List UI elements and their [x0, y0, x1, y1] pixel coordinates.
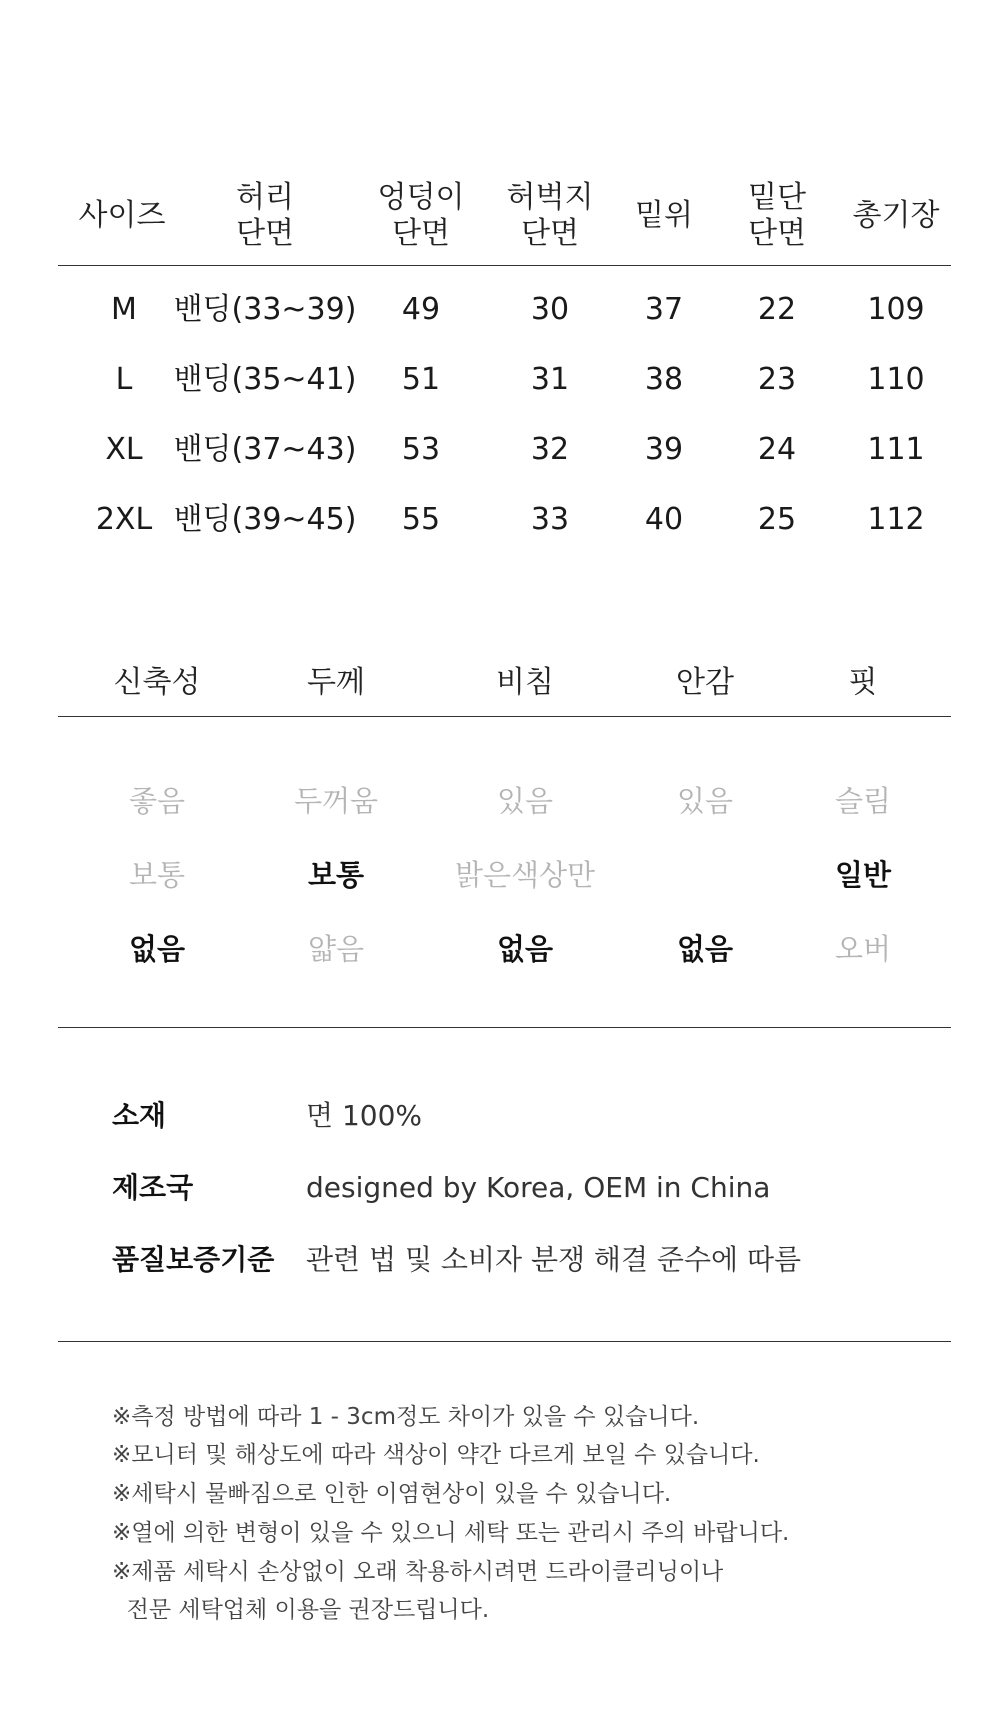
- table-row-cell: 39: [644, 432, 684, 467]
- table-row-cell: 밴딩(35~41): [173, 362, 357, 397]
- table-row-cell: 55: [401, 502, 441, 537]
- table-row-cell: 40: [644, 502, 684, 537]
- table-row-cell: 38: [644, 362, 684, 397]
- table-row-cell: 밴딩(33~39): [173, 292, 357, 327]
- material-value: 면 100%: [306, 1099, 422, 1132]
- table-row-cell: 22: [757, 292, 797, 327]
- attr-header-sheerness: 비침: [496, 665, 554, 700]
- attribute-table-divider: [58, 716, 951, 717]
- table-row-cell: M: [111, 292, 137, 327]
- attr-option-selected: 없음: [128, 932, 186, 966]
- attr-header-fit: 핏: [848, 665, 878, 700]
- size-table-divider: [58, 265, 951, 266]
- attr-option-selected: 없음: [676, 932, 734, 966]
- table-row-cell: 37: [644, 292, 684, 327]
- table-row-cell: 31: [530, 362, 570, 397]
- attr-option: 밝은색상만: [454, 858, 596, 892]
- size-header-rise: 밑위: [635, 198, 693, 233]
- table-row-cell: 밴딩(39~45): [173, 502, 357, 537]
- table-row-cell: 109: [867, 292, 925, 327]
- attr-header-thickness: 두께: [307, 665, 365, 700]
- note-line: 전문 세탁업체 이용을 권장드립니다.: [112, 1597, 490, 1623]
- table-row-cell: 30: [530, 292, 570, 327]
- attr-option: 슬림: [834, 784, 892, 818]
- attr-option: 있음: [676, 784, 734, 818]
- attr-option: 두꺼움: [293, 784, 379, 818]
- table-row-cell: 53: [401, 432, 441, 467]
- table-row-cell: 111: [867, 432, 925, 467]
- table-row-cell: 33: [530, 502, 570, 537]
- table-row-cell: 24: [757, 432, 797, 467]
- attr-option-selected: 없음: [496, 932, 554, 966]
- table-row-cell: 49: [401, 292, 441, 327]
- note-line: ※제품 세탁시 손상없이 오래 착용하시려면 드라이클리닝이나: [112, 1559, 724, 1585]
- table-row-cell: 23: [757, 362, 797, 397]
- table-row-cell: L: [115, 362, 133, 397]
- material-label: 소재: [112, 1099, 167, 1132]
- attr-header-stretch: 신축성: [113, 665, 201, 700]
- attribute-bottom-divider: [58, 1027, 951, 1028]
- note-line: ※측정 방법에 따라 1 - 3cm정도 차이가 있을 수 있습니다.: [112, 1404, 700, 1430]
- table-row-cell: 밴딩(37~43): [173, 432, 357, 467]
- table-row-cell: 110: [867, 362, 925, 397]
- attr-option: 보통: [128, 858, 186, 892]
- origin-label: 제조국: [112, 1171, 194, 1204]
- size-header-size: 사이즈: [78, 198, 166, 233]
- warranty-label: 품질보증기준: [112, 1243, 275, 1276]
- note-line: ※열에 의한 변형이 있을 수 있으니 세탁 또는 관리시 주의 바랍니다.: [112, 1520, 790, 1546]
- size-header-hip: 엉덩이 단면: [377, 180, 465, 251]
- size-header-thigh: 허벅지 단면: [506, 180, 594, 251]
- table-row-cell: 25: [757, 502, 797, 537]
- table-row-cell: 51: [401, 362, 441, 397]
- attr-option: 얇음: [307, 932, 365, 966]
- attr-option-selected: 보통: [307, 858, 365, 892]
- attr-option: 있음: [496, 784, 554, 818]
- size-header-length: 총기장: [852, 198, 940, 233]
- size-header-hem: 밑단 단면: [748, 180, 806, 251]
- table-row-cell: 2XL: [95, 502, 153, 537]
- note-line: ※세탁시 물빠짐으로 인한 이염현상이 있을 수 있습니다.: [112, 1481, 672, 1507]
- attr-option-selected: 일반: [834, 858, 892, 892]
- size-header-waist: 허리 단면: [236, 180, 294, 251]
- info-bottom-divider: [58, 1341, 951, 1342]
- attr-option: 오버: [834, 932, 892, 966]
- attr-header-lining: 안감: [676, 665, 734, 700]
- note-line: ※모니터 및 해상도에 따라 색상이 약간 다르게 보일 수 있습니다.: [112, 1442, 760, 1468]
- table-row-cell: 32: [530, 432, 570, 467]
- attr-option: 좋음: [128, 784, 186, 818]
- warranty-value: 관련 법 및 소비자 분쟁 해결 준수에 따름: [306, 1243, 802, 1276]
- table-row-cell: 112: [867, 502, 925, 537]
- origin-value: designed by Korea, OEM in China: [306, 1171, 771, 1204]
- table-row-cell: XL: [105, 432, 143, 467]
